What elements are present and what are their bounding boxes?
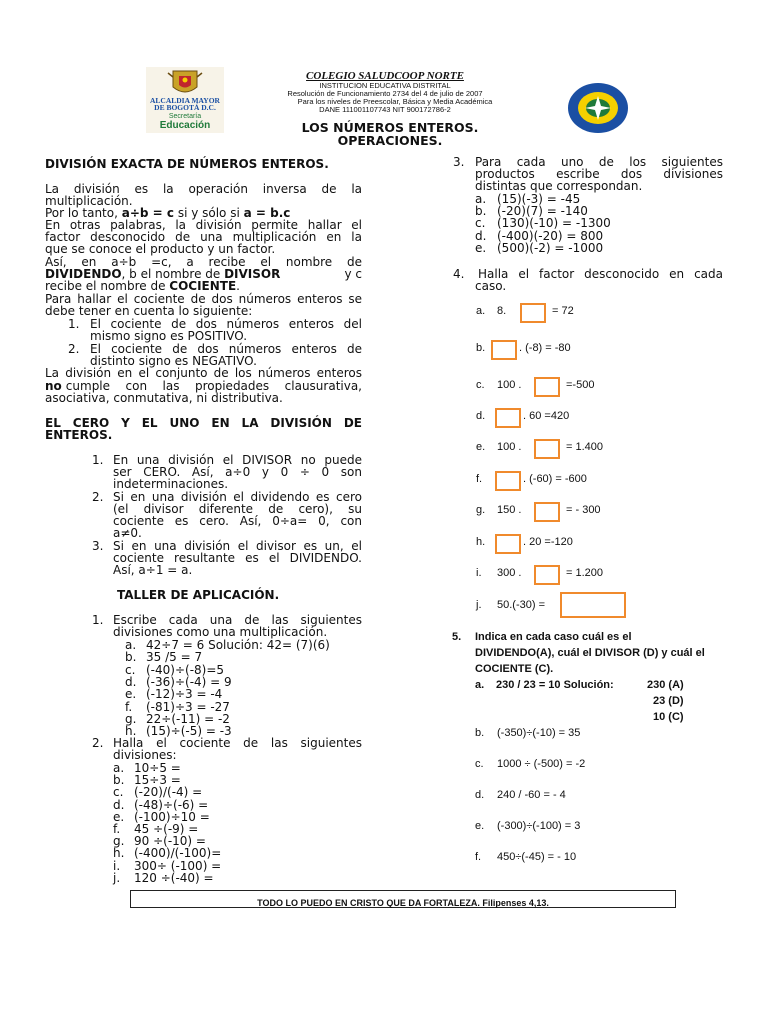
item-letter: a. bbox=[475, 679, 485, 691]
item-text: 22÷(-11) = -2 bbox=[146, 711, 230, 726]
dane: DANE 111001107743 NIT 900172786-2 bbox=[319, 105, 451, 114]
terms-line-3 bbox=[45, 280, 240, 292]
term-dividendo: DIVIDENDO bbox=[45, 267, 122, 281]
item-suffix: = 72 bbox=[552, 305, 574, 317]
item-suffix: =-500 bbox=[566, 379, 595, 391]
answer-box[interactable] bbox=[534, 565, 560, 585]
item-letter: f. bbox=[475, 851, 482, 863]
item-letter: j. bbox=[113, 870, 121, 885]
exercise-line: caso. bbox=[475, 279, 507, 293]
exercise-number: 2. bbox=[92, 736, 104, 750]
left-logo-line1: ALCALDIA MAYOR bbox=[150, 96, 220, 105]
item-letter: c. bbox=[475, 216, 486, 231]
rule-line: En una división el DIVISOR no puede bbox=[113, 453, 362, 467]
intro-line-1: La división es la operación inversa de la bbox=[45, 182, 362, 196]
header-right-logo bbox=[567, 82, 629, 134]
item-letter: h. bbox=[125, 724, 137, 739]
item-text: (-20)/(-4) = bbox=[134, 785, 203, 800]
rule-number: 2. bbox=[92, 490, 104, 504]
exercise-line: Indica en cada caso cuál es el bbox=[475, 631, 632, 643]
item-letter: d. bbox=[125, 674, 137, 689]
exercise-line: Escribe cada una de las siguientes bbox=[113, 613, 362, 627]
rule-line: El cociente de dos números enteros del bbox=[90, 317, 362, 331]
paragraph-line: En otras palabras, la división permite hallar el bbox=[45, 218, 362, 232]
item-letter: d. bbox=[476, 410, 486, 422]
exercise-number: 1. bbox=[92, 613, 104, 627]
item-text: 10÷5 = bbox=[134, 761, 181, 775]
item-text: (-350)÷(-10) = 35 bbox=[497, 727, 581, 739]
item-text: 45 ÷(-9) = bbox=[134, 822, 199, 836]
item-letter: b. bbox=[475, 204, 487, 219]
item-text: (130)(-10) = -1300 bbox=[497, 216, 611, 231]
item-text: 15÷3 = bbox=[134, 773, 181, 788]
item-text: 35 /5 = 7 bbox=[146, 650, 203, 665]
rule-number: 1. bbox=[68, 317, 80, 331]
exercise-line: divisiones como una multiplicación. bbox=[113, 625, 328, 639]
item-letter: d. bbox=[475, 228, 487, 243]
rule-line: distinto signo es NEGATIVO. bbox=[90, 354, 257, 368]
item-letter: g. bbox=[476, 504, 486, 516]
word-no: no bbox=[45, 379, 62, 393]
item-suffix: . (-60) = -600 bbox=[523, 473, 587, 485]
item-letter: c. bbox=[113, 785, 124, 800]
terms-mid: , b el nombre de bbox=[121, 267, 225, 281]
item-prefix: 50.(-30) = bbox=[497, 599, 545, 611]
solution-divisor: 23 (D) bbox=[653, 695, 684, 707]
item-text: (-400)(-20) = 800 bbox=[497, 228, 604, 243]
item-suffix: . 60 =420 bbox=[523, 410, 570, 422]
left-logo-line2: DE BOGOTÁ D.C. bbox=[154, 103, 216, 112]
section-title-zero-one-2: ENTEROS. bbox=[45, 428, 113, 442]
item-text: (15)÷(-5) = -3 bbox=[146, 724, 232, 739]
answer-box[interactable] bbox=[495, 534, 521, 554]
answer-box[interactable] bbox=[534, 377, 560, 397]
item-text: (-12)÷3 = -4 bbox=[146, 687, 223, 702]
item-text: (-48)÷(-6) = bbox=[134, 797, 209, 812]
item-letter: h. bbox=[476, 536, 486, 548]
answer-box[interactable] bbox=[495, 408, 521, 428]
intro-line-2: multiplicación. bbox=[45, 194, 133, 208]
answer-box[interactable] bbox=[534, 439, 560, 459]
item-letter: b. bbox=[125, 650, 137, 665]
paragraph-line: Así, en a÷b =c, a recibe el nombre de bbox=[45, 255, 362, 269]
exercise-number: 3. bbox=[453, 155, 465, 169]
item-letter: e. bbox=[476, 441, 486, 453]
rule-line: a≠0. bbox=[113, 526, 142, 540]
item-text: (-300)÷(-100) = 3 bbox=[497, 820, 581, 832]
item-suffix: = 1.200 bbox=[566, 567, 604, 579]
levels: Para los niveles de Preescolar, Básica y Media Académica bbox=[297, 97, 493, 106]
rule-line: indeterminaciones. bbox=[113, 477, 229, 491]
item-prefix: 150 . bbox=[497, 504, 522, 516]
solution-dividendo: 230 (A) bbox=[647, 679, 684, 691]
answer-box[interactable] bbox=[495, 471, 521, 491]
rule-line: cociente es cero. Así, 0÷a= 0, con bbox=[113, 514, 362, 528]
item-text: (-81)÷3 = -27 bbox=[146, 699, 230, 714]
page-title: LOS NÚMEROS ENTEROS. bbox=[301, 120, 479, 135]
paragraph-line: La división en el conjunto de los números enteros bbox=[45, 366, 362, 380]
item-letter: d. bbox=[113, 797, 125, 812]
item-letter: b. bbox=[113, 773, 125, 788]
item-prefix: 300 . bbox=[497, 567, 522, 579]
answer-box[interactable] bbox=[560, 592, 626, 618]
term-divisor: DIVISOR bbox=[224, 267, 281, 281]
rule-line: cociente resultante es el DIVIDENDO. bbox=[113, 551, 362, 565]
item-letter: c. bbox=[475, 758, 484, 770]
item-suffix: = 1.400 bbox=[566, 441, 604, 453]
item-letter: a. bbox=[476, 305, 486, 317]
item-prefix: 8. bbox=[497, 305, 507, 317]
item-letter: b. bbox=[476, 342, 486, 354]
rule-number: 3. bbox=[92, 539, 104, 553]
item-letter: f. bbox=[113, 822, 121, 836]
paragraph-line: asociativa, conmutativa, ni distributiva. bbox=[45, 391, 283, 405]
item-text: (-40)÷(-8)=5 bbox=[146, 662, 225, 677]
header-left-logo bbox=[146, 67, 224, 133]
exercise-number: 4. bbox=[453, 267, 465, 281]
item-text: 450÷(-45) = - 10 bbox=[497, 851, 577, 863]
item-letter: a. bbox=[113, 761, 125, 775]
paragraph-line: que se conoce el producto y un factor. bbox=[45, 242, 276, 256]
terms-prefix: recibe el nombre de bbox=[45, 279, 170, 293]
item-suffix: . (-8) = -80 bbox=[519, 342, 571, 354]
item-letter: e. bbox=[113, 809, 125, 824]
answer-box[interactable] bbox=[534, 502, 560, 522]
footer-quote: TODO LO PUEDO EN CRISTO QUE DA FORTALEZA. Filipenses 4,13. bbox=[257, 898, 549, 908]
item-text: 120 ÷(-40) = bbox=[134, 870, 214, 885]
rule-line: Si en una división el dividendo es cero bbox=[113, 490, 362, 504]
item-prefix: 100 . bbox=[497, 379, 522, 391]
left-logo-line4: Educación bbox=[159, 120, 211, 131]
item-text: 42÷7 = 6 Solución: 42= (7)(6) bbox=[146, 638, 330, 652]
left-logo-line3: Secretaría bbox=[168, 113, 202, 120]
formula-division: a÷b = c bbox=[121, 206, 174, 220]
item-letter: b. bbox=[475, 727, 485, 739]
item-letter: i. bbox=[113, 858, 121, 873]
item-text: (500)(-2) = -1000 bbox=[497, 240, 604, 255]
term-cociente: COCIENTE bbox=[169, 279, 237, 293]
item-letter: f. bbox=[476, 473, 483, 485]
item-letter: e. bbox=[125, 687, 137, 702]
item-letter: f. bbox=[125, 699, 133, 714]
item-letter: j. bbox=[476, 599, 482, 611]
paragraph-line: factor desconocido de una multiplicación en la bbox=[45, 230, 362, 244]
institution: INSTITUCION EDUCATIVA DISTRITAL bbox=[319, 81, 451, 90]
rule-line: Así, a÷1 = a. bbox=[113, 563, 193, 577]
item-text: 90 ÷(-10) = bbox=[134, 834, 206, 849]
properties-rest: cumple con las propiedades clausurativa, bbox=[65, 379, 362, 393]
definition-mid: si y sólo si bbox=[174, 206, 244, 220]
rule-line: El cociente de dos números enteros de bbox=[90, 342, 362, 356]
exercise-line: COCIENTE (C). bbox=[475, 663, 554, 675]
item-letter: c. bbox=[125, 662, 136, 677]
item-letter: e. bbox=[475, 240, 487, 255]
rule-line: (el divisor diferente de cero), su bbox=[113, 502, 362, 516]
item-text: 1000 ÷ (-500) = -2 bbox=[497, 758, 586, 770]
item-text: 240 / -60 = - 4 bbox=[497, 789, 566, 801]
resolution: Resolución de Funcionamiento 2734 del 4 de julio de 2007 bbox=[287, 89, 483, 98]
exercise-line: productos escribe dos divisiones bbox=[475, 167, 723, 181]
rule-line: ser CERO. Así, a÷0 y 0 ÷ 0 son bbox=[113, 465, 362, 479]
terms-period: . bbox=[236, 279, 240, 293]
rule-number: 1. bbox=[92, 453, 104, 467]
paragraph-line: debe tener en cuenta lo siguiente: bbox=[45, 304, 253, 318]
item-text: (15)(-3) = -45 bbox=[497, 192, 581, 206]
terms-end: y c bbox=[344, 267, 362, 281]
item-letter: d. bbox=[475, 789, 485, 801]
item-text: (-20)(7) = -140 bbox=[497, 204, 588, 219]
item-suffix: = - 300 bbox=[566, 504, 601, 516]
workshop-title: TALLER DE APLICACIÓN. bbox=[117, 588, 280, 602]
item-prefix: 100 . bbox=[497, 441, 522, 453]
paragraph-line: Para hallar el cociente de dos números enteros se bbox=[45, 292, 362, 306]
definition-prefix: Por lo tanto, bbox=[45, 206, 122, 220]
item-suffix: . 20 =-120 bbox=[523, 536, 573, 548]
item-letter: c. bbox=[476, 379, 485, 391]
section-title-zero-one: EL CERO Y EL UNO EN LA DIVISIÓN DE bbox=[45, 416, 362, 430]
section-title-division: DIVISIÓN EXACTA DE NÚMEROS ENTEROS. bbox=[45, 157, 329, 171]
exercise-line: Para cada uno de los siguientes bbox=[475, 155, 723, 169]
rule-line: Si en una división el divisor es un, el bbox=[113, 539, 362, 553]
item-letter: a. bbox=[475, 192, 487, 206]
item-letter: g. bbox=[113, 834, 125, 849]
page-subtitle: OPERACIONES. bbox=[337, 133, 443, 148]
item-letter: g. bbox=[125, 711, 137, 726]
solution-cociente: 10 (C) bbox=[653, 711, 684, 723]
exercise-line: divisiones: bbox=[113, 748, 177, 762]
exercise-line: Halla el cociente de las siguientes bbox=[113, 736, 362, 750]
school-name: COLEGIO SALUDCOOP NORTE bbox=[306, 70, 464, 82]
answer-box[interactable] bbox=[520, 303, 546, 323]
item-text: (-36)÷(-4) = 9 bbox=[146, 674, 232, 689]
item-letter: a. bbox=[125, 638, 137, 652]
item-text: 230 / 23 = 10 Solución: bbox=[496, 679, 614, 691]
item-text: (-100)÷10 = bbox=[134, 809, 210, 824]
item-letter: i. bbox=[476, 567, 482, 579]
exercise-line: Halla el factor desconocido en cada bbox=[478, 267, 723, 281]
answer-box[interactable] bbox=[491, 340, 517, 360]
rule-number: 2. bbox=[68, 342, 80, 356]
rule-line: mismo signo es POSITIVO. bbox=[90, 329, 248, 343]
item-letter: h. bbox=[113, 846, 125, 861]
item-text: 300÷ (-100) = bbox=[134, 858, 222, 873]
school-seal-icon bbox=[567, 82, 629, 134]
item-letter: e. bbox=[475, 820, 485, 832]
exercise-line: distintas que correspondan. bbox=[475, 179, 643, 193]
exercise-line: DIVIDENDO(A), cuál el DIVISOR (D) y cuál el bbox=[475, 647, 705, 659]
footer-quote-box bbox=[130, 890, 676, 908]
formula-multiplication: a = b.c bbox=[243, 206, 291, 220]
item-text: (-400)/(-100)= bbox=[134, 846, 222, 861]
exercise-number: 5. bbox=[452, 631, 462, 643]
